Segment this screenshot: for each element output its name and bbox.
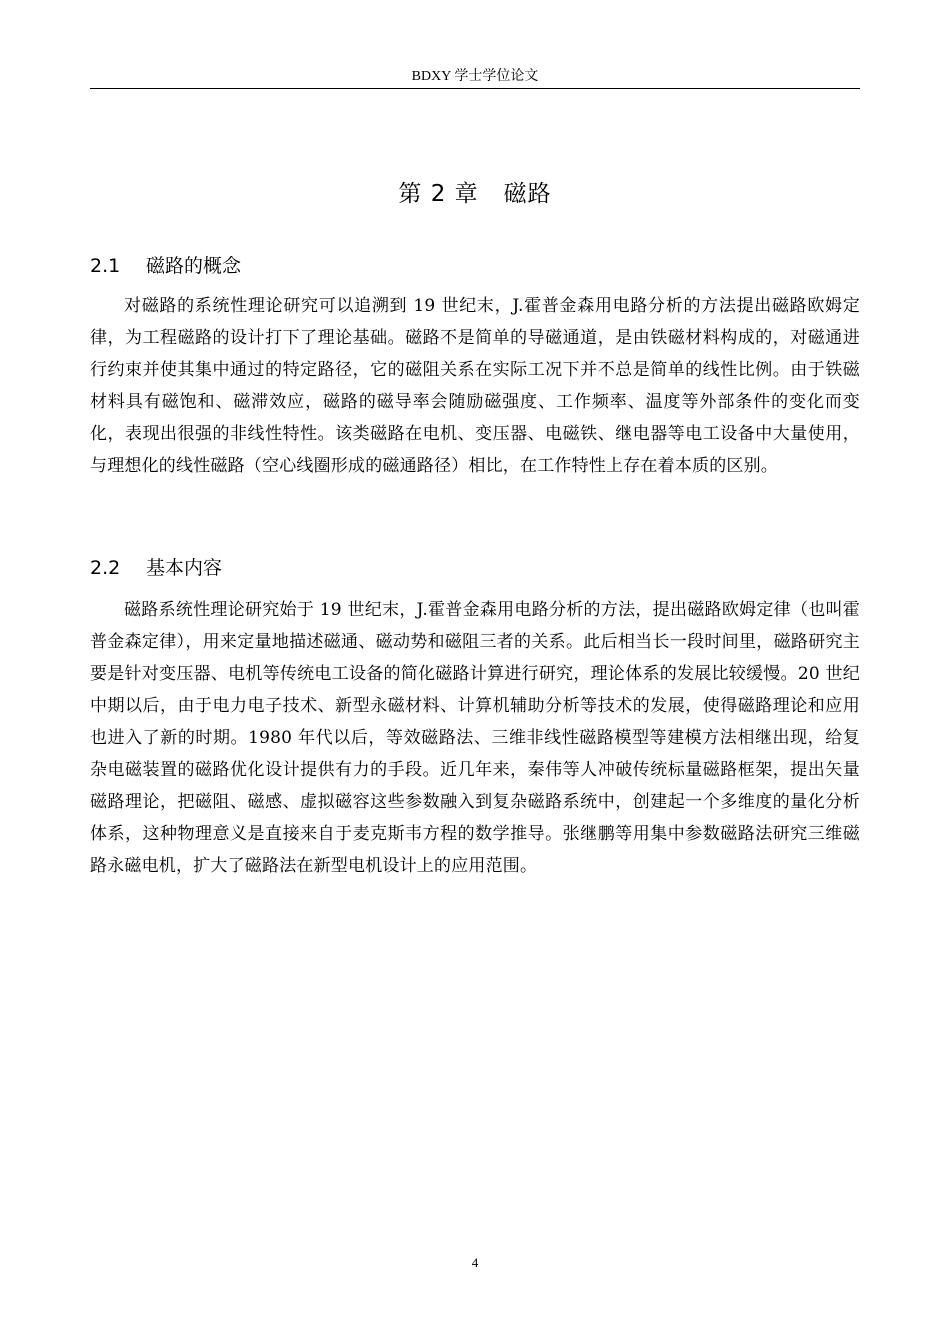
chapter-number: 第 2 章 — [398, 181, 479, 207]
chapter-title — [90, 177, 860, 211]
section-number: 2.2 — [90, 557, 121, 579]
page-number: 4 — [471, 1255, 479, 1270]
section-heading-2-2 — [90, 553, 860, 583]
section-2-2-paragraph: 磁路系统性理论研究始于 19 世纪末，J.霍普金森用电路分析的方法，提出磁路欧姆定律（也叫霍普金森定律），用来定量地描述磁通、磁动势和磁阻三者的关系。此后相当长一段时间里，磁路研究主要是针对变压器、电机等传统电工设备的简化磁路计算进行研究，理论体系的发展比较缓慢。20 世纪中期以后，由于电力电子技术、新型永磁材料、计算机辅助分析等技术的发展，使得磁路理论和应用也进入了新的时期。1980 年代以后，等效磁路法、三维非线性磁路模型等建模方法相继出现，给复杂电磁装置的磁路优化设计提供有力的手段。近几年来，秦伟等人冲破传统标量磁路框架，提出矢量磁路理论，把磁阻、磁感、虚拟磁容这些参数融入到复杂磁路系统中，创建起一个多维度的量化分析体系，这种物理意义是直接来自于麦克斯韦方程的数学推导。张继鹏等用集中参数磁路法研究三维磁路永磁电机，扩大了磁路法在新型电机设计上的应用范围。 — [90, 600, 860, 876]
section-title: 基本内容 — [146, 557, 223, 579]
running-header — [90, 66, 860, 89]
section-number: 2.1 — [90, 255, 121, 277]
running-header-text: BDXY 学士学位论文 — [411, 69, 539, 84]
section-heading-2-1 — [90, 251, 860, 281]
section-2-1-paragraph: 对磁路的系统性理论研究可以追溯到 19 世纪末，J.霍普金森用电路分析的方法提出磁路欧姆定律，为工程磁路的设计打下了理论基础。磁路不是简单的导磁通道，是由铁磁材料构成的，对磁通进行约束并使其集中通过的特定路径，它的磁阻关系在实际工况下并不总是简单的线性比例。由于铁磁材料具有磁饱和、磁滞效应，磁路的磁导率会随励磁强度、工作频率、温度等外部条件的变化而变化，表现出很强的非线性特性。该类磁路在电机、变压器、电磁铁、继电器等电工设备中大量使用，与理想化的线性磁路（空心线圈形成的磁通路径）相比，在工作特性上存在着本质的区别。 — [90, 296, 860, 476]
section-title: 磁路的概念 — [146, 255, 242, 277]
chapter-name: 磁路 — [503, 181, 552, 207]
